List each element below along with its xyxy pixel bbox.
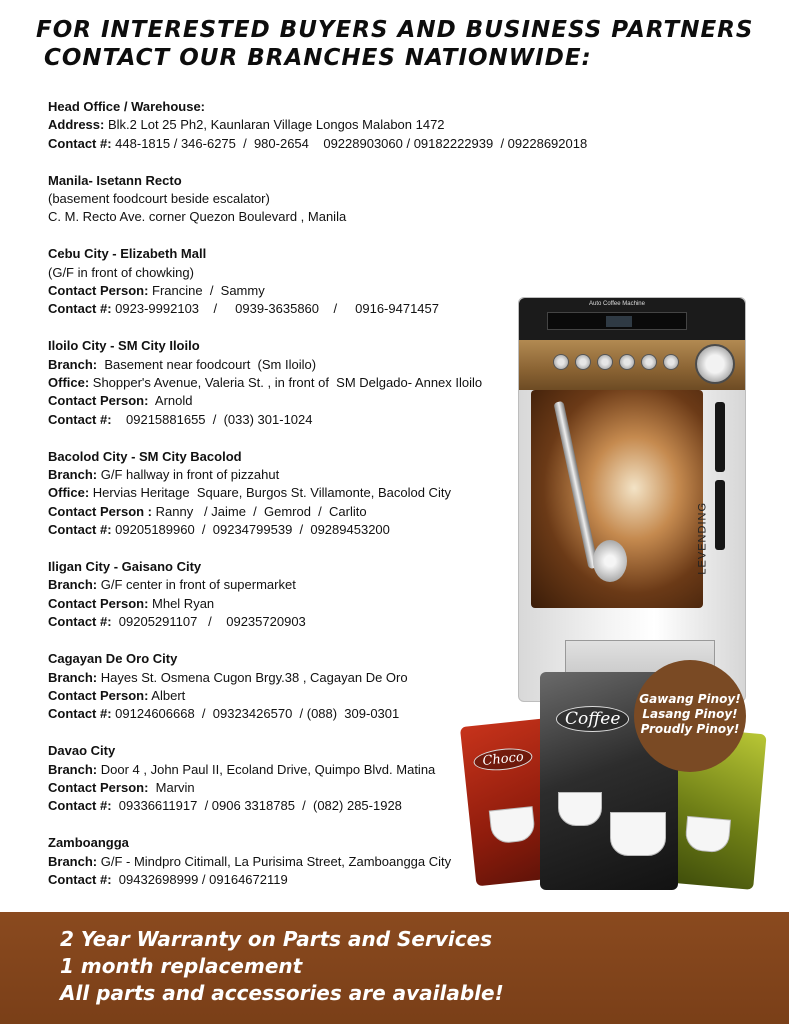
branch-detail-line: [48, 853, 518, 871]
cup-icon: [610, 812, 666, 856]
branch-detail-value: Mhel Ryan: [148, 595, 215, 611]
branch-block: [48, 834, 518, 889]
branch-block: [48, 172, 518, 227]
branch-block: [48, 245, 518, 319]
warranty-footer: [0, 912, 789, 1024]
branch-detail-label: Contact #:: [48, 871, 112, 887]
branch-detail-label: Contact #:: [48, 301, 112, 317]
branch-detail-value: Blk.2 Lot 25 Ph2, Kaunlaran Village Longos Malabon 1472: [104, 117, 445, 133]
spoon-icon: [553, 401, 598, 569]
branch-detail-value: (G/F in front of chowking): [48, 264, 194, 280]
branch-detail-value: G/F center in front of supermarket: [97, 577, 296, 593]
branch-detail-line: [48, 374, 518, 392]
branch-detail-line: [48, 190, 518, 208]
branch-detail-label: Branch:: [48, 577, 98, 593]
branch-detail-label: Contact #:: [48, 411, 112, 427]
branch-detail-value: 09205189960 / 09234799539 / 09289453200: [111, 522, 390, 538]
branch-detail-line: [48, 356, 518, 374]
branch-detail-value: Shopper's Avenue, Valeria St. , in front of SM Delgado- Annex Iloilo: [89, 375, 483, 391]
machine-brand-text: Auto Coffee Machine: [589, 301, 645, 307]
branch-title: Head Office / Warehouse:: [48, 99, 205, 114]
machine-button-icon: [663, 354, 679, 370]
footer-line-3: All parts and accessories are available!: [60, 981, 504, 1005]
branch-detail-line: [48, 761, 518, 779]
branch-detail-line: [48, 466, 518, 484]
branch-block: [48, 98, 588, 153]
pack-script-label: Choco: [473, 746, 534, 773]
branch-detail-line: [48, 669, 518, 687]
branch-detail-value: Hayes St. Osmena Cugon Brgy.38 , Cagayan De Oro: [97, 669, 408, 685]
coin-slot-icon: [715, 402, 725, 472]
machine-display: [547, 312, 687, 330]
branch-detail-label: Contact #:: [48, 706, 112, 722]
branch-detail-value: Marvin: [148, 779, 195, 795]
branch-detail-value: 09124606668 / 09323426570 / (088) 309-0301: [111, 706, 400, 722]
branch-detail-line: [48, 392, 518, 410]
branch-detail-label: Contact #:: [48, 135, 112, 151]
cup-icon: [558, 792, 602, 826]
branch-detail-value: Hervias Heritage Square, Burgos St. Villamonte, Bacolod City: [89, 485, 451, 501]
branch-detail-line: [48, 871, 518, 889]
branch-detail-line: [48, 264, 518, 282]
branch-detail-line: [48, 705, 518, 723]
branch-detail-label: Contact Person:: [48, 595, 149, 611]
branch-detail-value: 0923-9992103 / 0939-3635860 / 0916-9471457: [111, 301, 439, 317]
branch-detail-label: Contact Person:: [48, 779, 149, 795]
machine-side-label: LEVENDING: [697, 502, 709, 575]
branch-title: Bacolod City - SM City Bacolod: [48, 448, 242, 464]
footer-line-1: 2 Year Warranty on Parts and Services: [60, 927, 493, 951]
branch-title: Davao City: [48, 743, 116, 759]
branch-detail-value: Ranny / Jaime / Gemrod / Carlito: [152, 503, 367, 519]
machine-control-panel: [519, 340, 745, 390]
branch-detail-label: Contact #:: [48, 798, 112, 814]
branch-detail-label: Office:: [48, 375, 90, 391]
headline-line-1: FOR INTERESTED BUYERS AND BUSINESS PARTNERS: [36, 17, 754, 43]
pack-script-label: Coffee: [556, 706, 629, 732]
machine-button-icon: [641, 354, 657, 370]
branch-detail-line: [48, 411, 518, 429]
branch-title: Iloilo City - SM City Iloilo: [48, 338, 200, 354]
branch-title: Zamboangga: [48, 835, 129, 851]
cup-icon: [489, 806, 536, 844]
machine-button-icon: [575, 354, 591, 370]
branch-detail-value: G/F hallway in front of pizzahut: [97, 467, 280, 483]
branch-detail-label: Branch:: [48, 761, 98, 777]
cup-icon: [684, 816, 731, 854]
branch-block: [48, 448, 518, 540]
branch-title: Manila- Isetann Recto: [48, 172, 182, 188]
badge-line-1: Gawang Pinoy!: [639, 692, 741, 706]
machine-top: [519, 298, 745, 340]
headline-line-2: CONTACT OUR BRANCHES NATIONWIDE:: [44, 45, 592, 71]
branch-detail-value: 09205291107 / 09235720903: [111, 614, 306, 630]
branch-detail-label: Address:: [48, 117, 105, 133]
branch-detail-label: Contact #:: [48, 522, 112, 538]
branch-detail-line: [48, 135, 588, 153]
branch-detail-line: [48, 300, 518, 318]
badge-line-2: Lasang Pinoy!: [642, 707, 738, 721]
branch-detail-line: [48, 595, 518, 613]
branch-detail-label: Branch:: [48, 356, 98, 372]
branch-detail-line: [48, 521, 518, 539]
machine-button-icon: [597, 354, 613, 370]
branch-block: [48, 337, 518, 429]
branch-detail-value: G/F - Mindpro Citimall, La Purisima Street, Zamboangga City: [97, 853, 452, 869]
branch-detail-value: Albert: [148, 687, 186, 703]
headline: [36, 16, 786, 72]
branch-detail-value: Arnold: [148, 393, 193, 409]
branch-detail-value: C. M. Recto Ave. corner Quezon Boulevard , Manila: [48, 209, 347, 225]
branch-detail-line: [48, 116, 518, 134]
branch-detail-value: Door 4 , John Paul II, Ecoland Drive, Quimpo Blvd. Matina: [97, 761, 436, 777]
branch-detail-line: [48, 779, 518, 797]
branch-detail-label: Contact Person :: [48, 503, 153, 519]
branch-detail-label: Office:: [48, 485, 90, 501]
coffee-art-panel: [531, 390, 709, 608]
branch-detail-value: 448-1815 / 346-6275 / 980-2654 09228903060 / 09182222939 / 09228692018: [111, 135, 588, 151]
branch-detail-line: [48, 613, 518, 631]
branch-detail-line: [48, 503, 518, 521]
branch-block: [48, 558, 518, 632]
branch-detail-line: [48, 484, 518, 502]
vending-machine-image: [518, 297, 746, 702]
branch-block: [48, 742, 518, 816]
footer-line-2: 1 month replacement: [60, 954, 303, 978]
branch-detail-label: Contact #:: [48, 614, 112, 630]
branch-detail-line: [48, 208, 518, 226]
branch-detail-label: Branch:: [48, 467, 98, 483]
pinoy-badge: [634, 660, 746, 772]
branch-detail-label: Contact Person:: [48, 283, 149, 299]
branch-title: Iligan City - Gaisano City: [48, 559, 202, 575]
badge-line-3: Proudly Pinoy!: [640, 722, 740, 736]
machine-button-icon: [553, 354, 569, 370]
branch-detail-value: 09215881655 / (033) 301-1024: [111, 411, 313, 427]
branch-detail-line: [48, 282, 518, 300]
machine-knob-icon: [695, 344, 735, 384]
branch-detail-value: Basement near foodcourt (Sm Iloilo): [97, 356, 317, 372]
branch-block: [48, 650, 518, 724]
branch-detail-value: (basement foodcourt beside escalator): [48, 191, 270, 207]
branch-detail-label: Branch:: [48, 853, 98, 869]
branch-title: Cebu City - Elizabeth Mall: [48, 246, 207, 262]
branch-detail-label: Contact Person:: [48, 687, 149, 703]
branch-title: Cagayan De Oro City: [48, 651, 178, 667]
branch-detail-value: Francine / Sammy: [148, 283, 265, 299]
branch-detail-line: [48, 576, 518, 594]
machine-button-icon: [619, 354, 635, 370]
branch-detail-label: Branch:: [48, 669, 98, 685]
branch-detail-line: [48, 797, 518, 815]
branch-detail-value: 09432698999 / 09164672119: [111, 871, 288, 887]
coin-slot-icon: [715, 480, 725, 550]
branch-detail-value: 09336611917 / 0906 3318785 / (082) 285-1928: [111, 798, 402, 814]
branch-list: [48, 98, 588, 908]
branch-detail-line: [48, 687, 518, 705]
branch-detail-label: Contact Person:: [48, 393, 149, 409]
